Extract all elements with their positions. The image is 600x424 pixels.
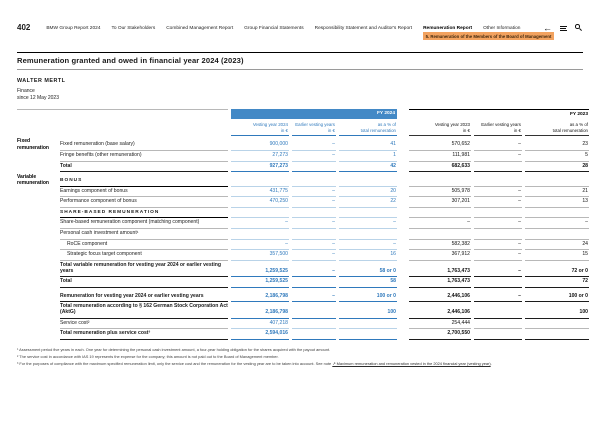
footnote-1: ¹ Assessment period five years in each. One year for determining the personal cash investment amount, a four-year holding obligation for the shares acquired with the payout amount. (17, 346, 331, 352)
footnote-3-link[interactable]: ↗ Maximum remuneration and remuneration vested in the 2024 financial year (vesting year) (332, 360, 491, 366)
cell-value (474, 167, 522, 172)
cell-value: – (292, 218, 336, 229)
cell-value: 307,201 (409, 197, 471, 208)
cell-value (474, 325, 522, 330)
cell-value: – (474, 187, 522, 198)
cell-value: 100 (525, 308, 589, 319)
board-member-tenure: since 12 May 2023 (17, 95, 59, 101)
cell-value: 407,218 (231, 319, 289, 330)
cell-value: 41 (339, 140, 397, 151)
footnote-3: ³ For the purposes of compliance with the maximum specified remuneration limit, only the service cost and the remuneration for the vesting year are to be taken into account. See note ↗ Maximum remuneration and remuneration vested in the 2024 financial year (vesting year). (17, 360, 492, 366)
nav-item-financial-statements[interactable]: Group Financial Statements (244, 25, 304, 31)
cell-value: 2,446,106 (409, 308, 471, 319)
table-header-band (17, 109, 588, 119)
cell-value: – (292, 267, 336, 278)
cell-value (292, 325, 336, 330)
nav-item-group-report[interactable]: BMW Group Report 2024 (46, 25, 101, 31)
cell-value: 15 (525, 250, 589, 261)
top-navigation-bar (14, 22, 583, 39)
cell-value: – (292, 151, 336, 162)
cell-value: 2,594,016 (231, 329, 289, 340)
row-label: Total remuneration plus service cost³ (60, 329, 228, 340)
page-number: 402 (17, 23, 31, 32)
table-row (17, 302, 588, 318)
cell-value: 111,981 (409, 151, 471, 162)
table-row (17, 250, 588, 261)
row-category-label (17, 151, 57, 153)
cell-value: 24 (525, 240, 589, 251)
column-header-vesting-2023: Vesting year 2023 in € (409, 119, 471, 136)
row-category-label (17, 261, 57, 263)
row-category-label (17, 162, 57, 164)
row-label: Share-based remuneration component (matching component) (60, 218, 228, 229)
cell-value: 1,259,525 (231, 277, 289, 288)
cell-value: – (474, 197, 522, 208)
cell-value (525, 325, 589, 330)
cell-value (474, 314, 522, 319)
cell-value: 13 (525, 197, 589, 208)
row-category-label (17, 292, 57, 294)
active-subsection-tag[interactable]: 5. Remuneration of the Members of the Board of Management (423, 32, 554, 40)
page-title: Remuneration granted and owed in financial year 2024 (2023) (17, 56, 244, 65)
board-member-name: WALTER MERTL (17, 78, 66, 84)
cell-value: 1,763,473 (409, 277, 471, 288)
cell-value: – (292, 250, 336, 261)
search-icon[interactable] (575, 24, 583, 32)
row-label: SHARE-BASED REMUNERATION (60, 208, 228, 218)
table-row (17, 162, 588, 173)
cell-value: – (474, 250, 522, 261)
row-category-label (17, 319, 57, 321)
table-row (17, 187, 588, 198)
cell-value: 20 (339, 187, 397, 198)
cell-value: – (409, 218, 471, 229)
cell-value: 367,912 (409, 250, 471, 261)
footnotes (17, 347, 583, 367)
column-header-earlier-2023: Earlier vesting years in € (474, 119, 522, 136)
row-label: BONUS (60, 176, 228, 186)
table-row (17, 197, 588, 208)
cell-value: – (474, 240, 522, 251)
cell-value: – (474, 218, 522, 229)
cell-value: 2,446,106 (409, 292, 471, 303)
nav-item-management-report[interactable]: Combined Management Report (166, 25, 234, 31)
cell-value: 58 or 0 (339, 267, 397, 278)
cell-value: – (474, 140, 522, 151)
row-label: Personal cash investment amount¹ (60, 229, 228, 240)
cell-value: 682,633 (409, 162, 471, 173)
row-label: Earnings component of bonus (60, 187, 228, 198)
remuneration-table (17, 109, 588, 340)
column-header-percent-2024: as a % of total remuneration (339, 119, 397, 136)
nav-item-label: Remuneration Report (423, 25, 473, 31)
row-category-label (17, 277, 57, 279)
table-row (17, 329, 583, 340)
cell-value: – (292, 240, 336, 251)
row-category-label (17, 302, 57, 304)
cell-value: 505,978 (409, 187, 471, 198)
remuneration-table-body (17, 136, 588, 340)
cell-value: 2,700,550 (409, 329, 471, 340)
cell-value (292, 167, 336, 172)
nav-item-stakeholders[interactable]: To Our Stakeholders (111, 25, 156, 31)
row-label: Total remuneration according to § 162 German Stock Corporation Act (AktG) (60, 302, 228, 318)
cell-value: – (474, 267, 522, 278)
row-label: Total (60, 277, 228, 288)
cell-value: 22 (339, 197, 397, 208)
cell-value: 28 (525, 162, 589, 173)
menu-icon[interactable] (560, 25, 567, 31)
cell-value: 2,186,798 (231, 292, 289, 303)
title-block (17, 52, 583, 70)
cell-value: 470,250 (231, 197, 289, 208)
cell-value: – (339, 218, 397, 229)
cell-value: 927,273 (231, 162, 289, 173)
cell-value: – (292, 197, 336, 208)
cell-value: – (292, 292, 336, 303)
cell-value: – (231, 218, 289, 229)
cell-value: – (339, 240, 397, 251)
row-category-label (17, 240, 57, 242)
row-label: Strategic focus target component (60, 250, 228, 261)
cell-value (474, 335, 522, 340)
table-row (17, 172, 583, 187)
table-row (17, 240, 588, 251)
cell-value: – (474, 292, 522, 303)
viewer-controls (543, 24, 583, 32)
row-category-label (17, 229, 57, 231)
column-header-earlier-2024: Earlier vesting years in € (292, 119, 336, 136)
table-row (17, 292, 588, 303)
cell-value: 42 (339, 162, 397, 173)
footnote-2: ² The service cost in accordance with IAS 19 represents the expense for the company; this amount is not paid out to the Board of Management member. (17, 353, 279, 359)
cell-value: 100 or 0 (339, 292, 397, 303)
row-category-label (17, 218, 57, 220)
table-row (17, 261, 588, 277)
cell-value: 431,775 (231, 187, 289, 198)
row-category-label (17, 187, 57, 189)
cell-value: 582,382 (409, 240, 471, 251)
cell-value: – (292, 140, 336, 151)
row-label: Total (60, 162, 228, 173)
cell-value: 1,259,525 (231, 267, 289, 278)
cell-value (339, 325, 397, 330)
cell-value: 58 (339, 277, 397, 288)
row-label: Remuneration for vesting year 2024 or earlier vesting years (60, 292, 228, 303)
row-label: Fringe benefits (other remuneration) (60, 151, 228, 162)
cell-value: 5 (525, 151, 589, 162)
table-row (17, 229, 583, 240)
back-arrow-icon[interactable]: ← (543, 22, 552, 33)
row-label: Performance component of bonus (60, 197, 228, 208)
row-category-label: Variable remuneration (17, 174, 49, 187)
cell-value: 570,652 (409, 140, 471, 151)
cell-value: – (231, 240, 289, 251)
table-row (17, 151, 588, 162)
table-row (17, 277, 588, 288)
row-label: RoCE component (60, 240, 228, 251)
cell-value: 16 (339, 250, 397, 261)
row-category-label (17, 329, 57, 331)
cell-value (339, 335, 397, 340)
cell-value: – (525, 218, 589, 229)
nav-item-other-information[interactable]: Other Information (483, 25, 521, 31)
fy2024-header-band: FY 2024 (231, 109, 397, 119)
cell-value: 254,444 (409, 319, 471, 330)
board-member-role: Finance (17, 88, 35, 94)
report-section-nav (46, 24, 552, 39)
cell-value: 1,763,473 (409, 267, 471, 278)
table-top-rule (17, 109, 228, 119)
cell-value: 100 or 0 (525, 292, 589, 303)
row-category-label: Fixed remuneration (17, 138, 49, 151)
fy2023-header-band: FY 2023 (409, 109, 589, 119)
row-label: Total variable remuneration for vesting year 2024 or earlier vesting years (60, 261, 228, 277)
cell-value (474, 283, 522, 288)
cell-value: 1 (339, 151, 397, 162)
row-category-label (17, 208, 57, 210)
row-label: Fixed remuneration (base salary) (60, 140, 228, 151)
cell-value: 100 (339, 308, 397, 319)
cell-value: 72 or 0 (525, 267, 589, 278)
column-header-vesting-2024: Vesting year 2024 in € (231, 119, 289, 136)
cell-value: 357,500 (231, 250, 289, 261)
nav-item-responsibility-statement[interactable]: Responsibility Statement and Auditor's Report (314, 25, 413, 31)
cell-value (525, 335, 589, 340)
column-header-percent-2023: as a % of total remuneration (525, 119, 589, 136)
table-row (17, 319, 583, 330)
cell-value: 21 (525, 187, 589, 198)
cell-value (292, 283, 336, 288)
table-row (17, 208, 583, 218)
cell-value: 2,186,798 (231, 308, 289, 319)
cell-value: 900,000 (231, 140, 289, 151)
table-row (17, 136, 588, 151)
cell-value (292, 335, 336, 340)
cell-value (292, 314, 336, 319)
row-category-label (17, 250, 57, 252)
table-row (17, 218, 588, 229)
cell-value: – (474, 151, 522, 162)
row-label: Service cost² (60, 319, 228, 330)
cell-value: – (292, 187, 336, 198)
row-category-label (17, 197, 57, 199)
cell-value: 27,273 (231, 151, 289, 162)
table-column-headers (17, 119, 588, 136)
cell-value: 72 (525, 277, 589, 288)
cell-value: 23 (525, 140, 589, 151)
